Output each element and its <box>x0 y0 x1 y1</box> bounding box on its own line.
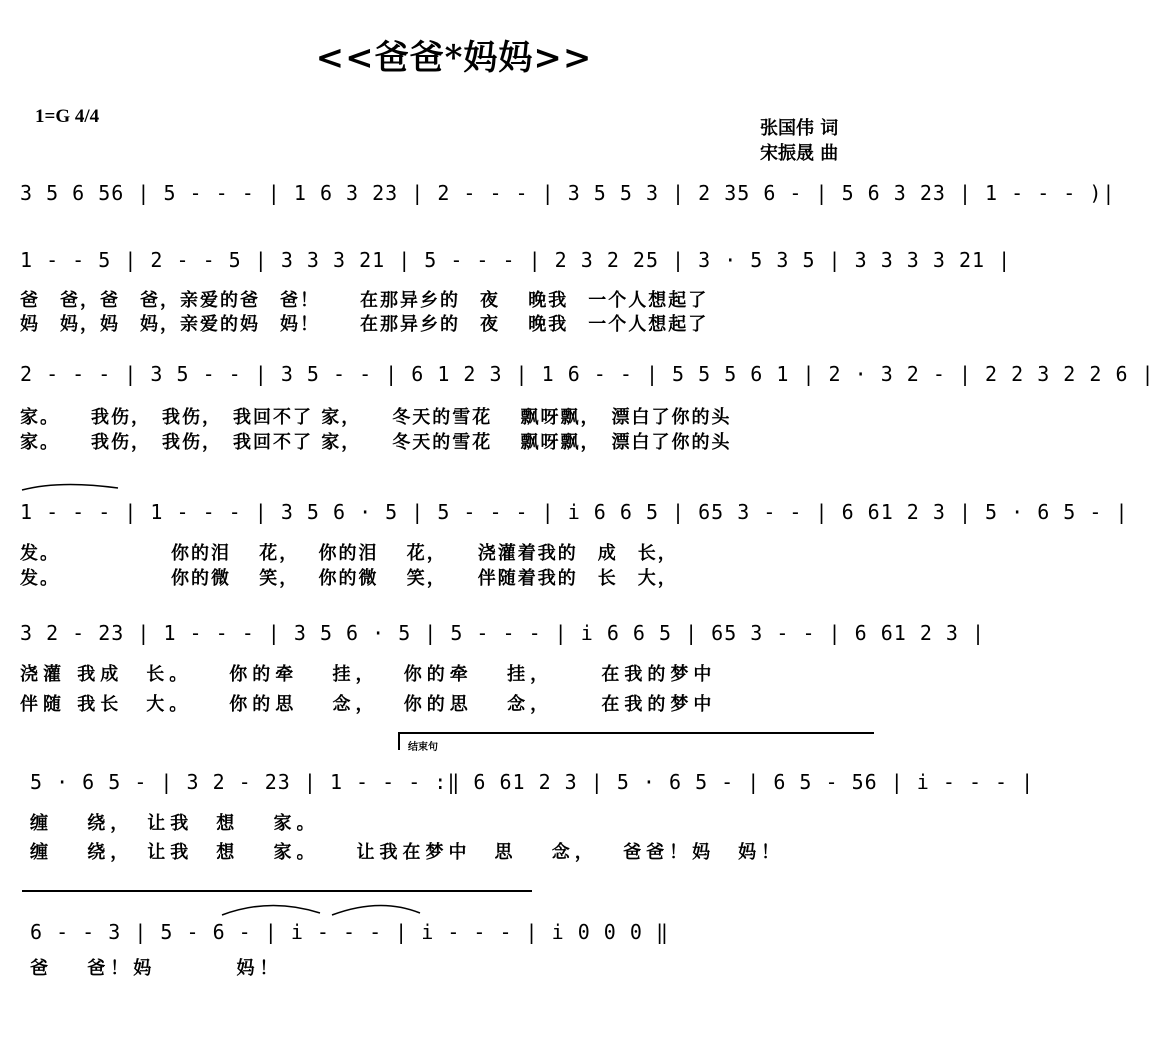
lyric-verse-2: 家。 我伤， 我伤， 我回不了 家， 冬天的雪花 飘呀飘， 漂白了你的头 <box>20 432 732 453</box>
key-signature: 1=G 4/4 <box>35 106 100 127</box>
lyric-verse-1: 爸 爸！妈 妈！ <box>30 958 283 979</box>
song-title: <<爸爸*妈妈>> <box>315 38 593 78</box>
ending-bracket-tick <box>398 732 400 750</box>
ending-bracket-line <box>398 732 874 734</box>
notation-line: 6 - - 3 | 5 - 6 - | i - - - | i - - - | i 0 0 0 ‖ <box>30 920 670 944</box>
lyric-verse-2: 妈 妈，妈 妈，亲爱的妈 妈！ 在那异乡的 夜 晚我 一个人想起了 <box>20 314 709 335</box>
lyric-verse-1: 浇灌 我成 长。 你的牵 挂， 你的牵 挂， 在我的梦中 <box>20 664 717 685</box>
lyric-verse-1: 发。 你的泪 花， 你的泪 花， 浇灌着我的 成 长， <box>20 543 678 564</box>
coda-rule <box>22 890 532 892</box>
lyric-verse-2: 缠 绕， 让我 想 家。 让我在梦中 思 念， 爸爸！妈 妈！ <box>30 842 785 863</box>
lyric-verse-2: 发。 你的微 笑， 你的微 笑， 伴随着我的 长 大， <box>20 568 678 589</box>
composer-credit: 宋振晟 曲 <box>760 143 839 164</box>
lyricist-credit: 张国伟 词 <box>760 118 839 139</box>
lyric-verse-1: 家。 我伤， 我伤， 我回不了 家， 冬天的雪花 飘呀飘， 漂白了你的头 <box>20 407 732 428</box>
lyric-verse-2: 伴随 我长 大。 你的思 念， 你的思 念， 在我的梦中 <box>20 694 717 715</box>
notation-line: 5 · 6 5 - | 3 2 - 23 | 1 - - - :‖ 6 61 2 3 | 5 · 6 5 - | 6 5 - 56 | i - - - | <box>30 770 1035 794</box>
ending-label: 结束句 <box>408 742 438 753</box>
notation-line: 1 - - - | 1 - - - | 3 5 6 · 5 | 5 - - - | i 6 6 5 | 65 3 - - | 6 61 2 3 | 5 · 6 5 - | <box>20 500 1129 524</box>
notation-line: 3 2 - 23 | 1 - - - | 3 5 6 · 5 | 5 - - - | i 6 6 5 | 65 3 - - | 6 61 2 3 | <box>20 621 986 645</box>
tie-arc <box>0 470 908 500</box>
tie-arc <box>0 893 908 923</box>
lyric-verse-1: 爸 爸，爸 爸，亲爱的爸 爸！ 在那异乡的 夜 晚我 一个人想起了 <box>20 290 709 311</box>
lyric-verse-1: 缠 绕， 让我 想 家。 <box>30 813 320 834</box>
notation-line: 2 - - - | 3 5 - - | 3 5 - - | 6 1 2 3 | 1 6 - - | 5 5 5 6 1 | 2 · 3 2 - | 2 2 3 2 2 6 | <box>20 362 1155 386</box>
notation-line: 3 5 6 56 | 5 - - - | 1 6 3 23 | 2 - - - | 3 5 5 3 | 2 35 6 - | 5 6 3 23 | 1 - - - )| <box>20 181 1116 205</box>
notation-line: 1 - - 5 | 2 - - 5 | 3 3 3 21 | 5 - - - | 2 3 2 25 | 3 · 5 3 5 | 3 3 3 3 21 | <box>20 248 1012 272</box>
